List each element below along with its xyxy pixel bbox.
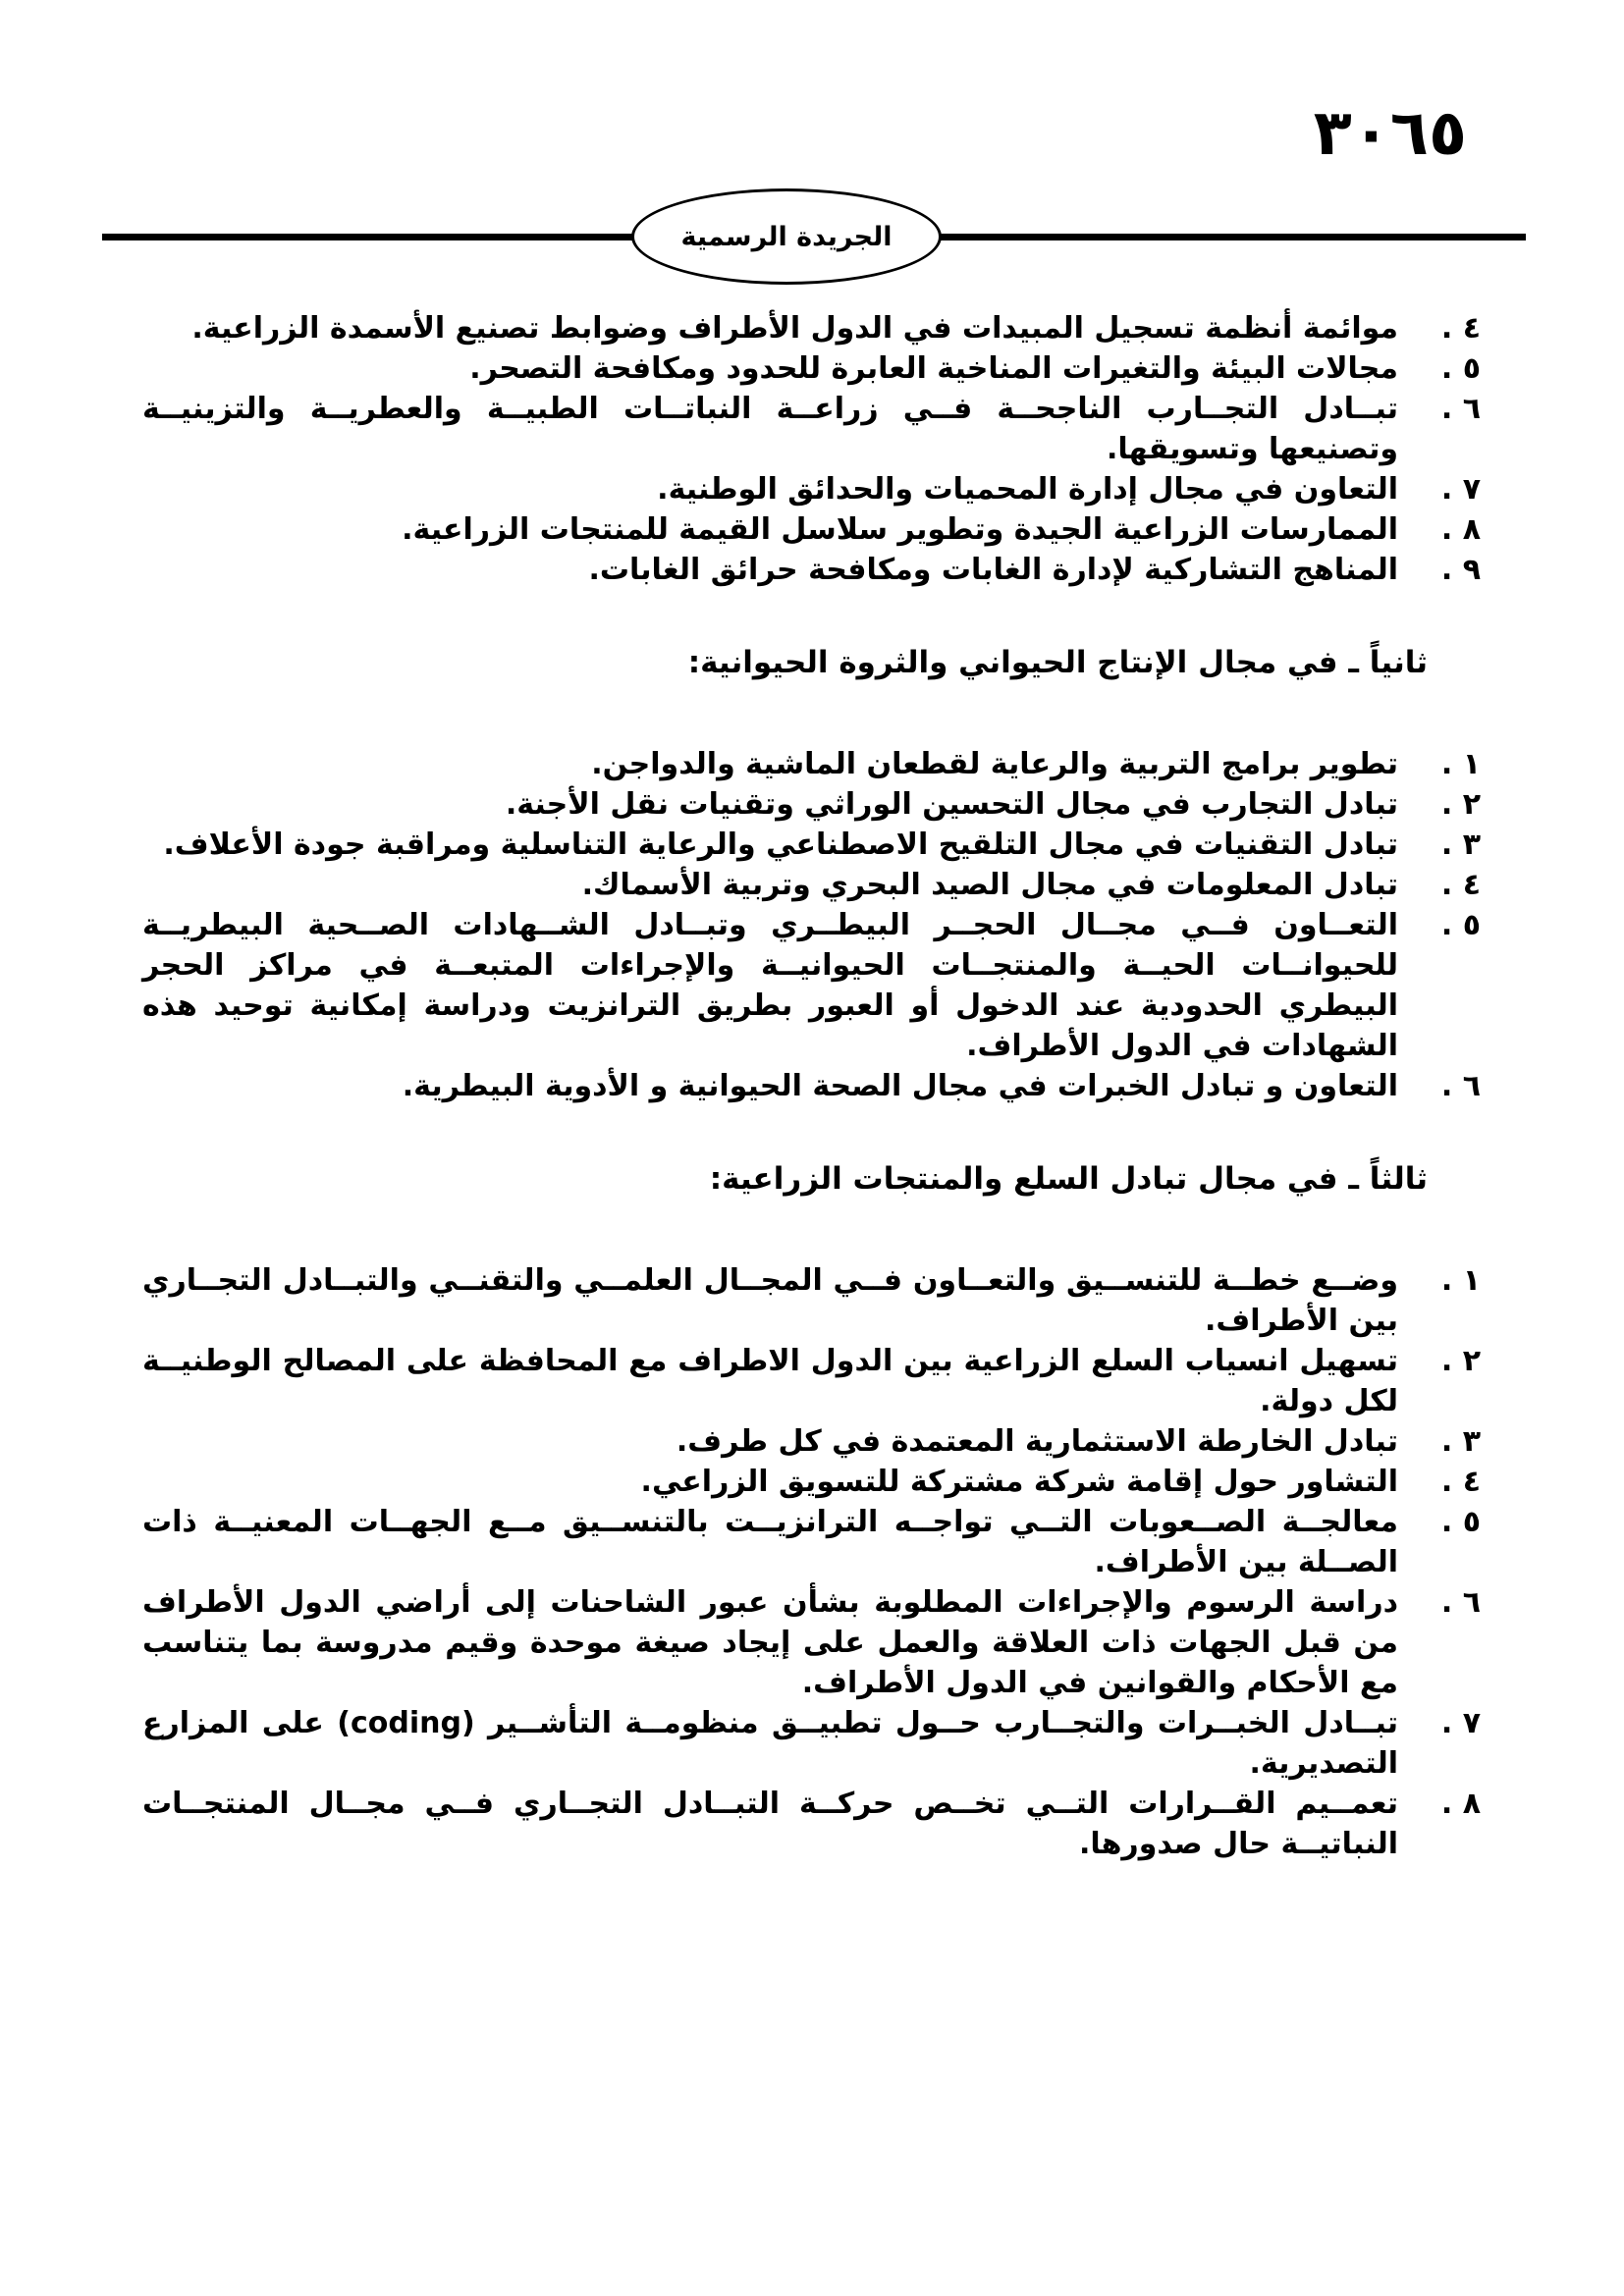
item-text: دراسة الرسوم والإجراءات المطلوبة بشأن عبور الشاحنات إلى أراضي الدول الأطراف من قبل الجهات ذات العلاقة والعمل على إيجاد صيغة موحدة وقيم مدروسة بما يتناسب مع الأحكام والقوانين في الدول الأطراف. (142, 1585, 1398, 1700)
list-item (142, 469, 1485, 509)
item-number: ٦ . (1440, 1069, 1481, 1103)
item-text: المناهج التشاركية لإدارة الغابات ومكافحة حرائق الغابات. (588, 553, 1398, 587)
item-text: تعمــيم القــرارات التــي تخــص حركــة التبــادل التجــاري فــي مجــال المنتجــات النباتيــة حال صدورها. (142, 1787, 1398, 1861)
item-number: ٤ . (1440, 868, 1481, 902)
item-text: تبادل الخارطة الاستثمارية المعتمدة في كل طرف. (676, 1424, 1398, 1459)
list-item (142, 865, 1485, 905)
item-number: ٢ . (1440, 787, 1481, 822)
document-section (142, 308, 1485, 590)
item-text: مجالات البيئة والتغيرات المناخية العابرة للحدود ومكافحة التصحر. (469, 351, 1398, 386)
section-heading: ثالثاً ـ في مجال تبادل السلع والمنتجات الزراعية: (709, 1161, 1428, 1197)
list-item (142, 744, 1485, 784)
list-item (142, 509, 1485, 550)
item-number: ١ . (1440, 1263, 1481, 1298)
document-section (142, 643, 1485, 1106)
item-number: ٥ . (1440, 1505, 1481, 1539)
item-number: ٤ . (1440, 311, 1481, 346)
item-number: ٣ . (1440, 828, 1481, 862)
item-text: وضــع خطــة للتنســيق والتعــاون فــي المجــال العلمــي والتقنــي والتبــادل التجــاري بين الأطراف. (142, 1263, 1398, 1338)
list-item (142, 1341, 1485, 1421)
list-item (142, 1066, 1485, 1106)
item-number: ٢ . (1440, 1344, 1481, 1378)
item-text: موائمة أنظمة تسجيل المبيدات في الدول الأطراف وضوابط تصنيع الأسمدة الزراعية. (191, 311, 1398, 346)
item-number: ٣ . (1440, 1424, 1481, 1459)
list-item (142, 550, 1485, 590)
item-number: ٦ . (1440, 1585, 1481, 1620)
item-text: تبادل التجارب في مجال التحسين الوراثي وتقنيات نقل الأجنة. (505, 787, 1398, 822)
list-item (142, 784, 1485, 825)
item-text: تبــادل الخبــرات والتجــارب حــول تطبيــق منظومــة التأشــير (coding) على المزارع التصديرية. (142, 1706, 1398, 1781)
item-number: ٧ . (1440, 472, 1481, 507)
item-number: ٤ . (1440, 1465, 1481, 1499)
item-number: ٩ . (1440, 553, 1481, 587)
document-content (142, 308, 1485, 1864)
list-item (142, 1784, 1485, 1864)
item-text: التعاون و تبادل الخبرات في مجال الصحة الحيوانية و الأدوية البيطرية. (402, 1069, 1398, 1103)
item-number: ١ . (1440, 747, 1481, 781)
item-number: ٦ . (1440, 392, 1481, 426)
list-item (142, 1582, 1485, 1703)
list-item (142, 1260, 1485, 1341)
item-text: معالجــة الصــعوبات التــي تواجــه الترانزيــت بالتنســيق مــع الجهــات المعنيــة ذات الصــلة بين الأطراف. (142, 1505, 1398, 1579)
item-number: ٨ . (1440, 1787, 1481, 1821)
item-text: تبادل المعلومات في مجال الصيد البحري وتربية الأسماك. (581, 868, 1398, 902)
item-number: ٨ . (1440, 512, 1481, 547)
item-text: التعاون في مجال إدارة المحميات والحدائق الوطنية. (657, 472, 1398, 507)
gazette-banner-ellipse (631, 188, 942, 285)
item-text: الممارسات الزراعية الجيدة وتطوير سلاسل القيمة للمنتجات الزراعية. (402, 512, 1398, 547)
item-text: التشاور حول إقامة شركة مشتركة للتسويق الزراعي. (640, 1465, 1398, 1499)
item-number: ٥ . (1440, 908, 1481, 942)
page-number: ٣٠٦٥ (1313, 97, 1467, 170)
item-text: تسهيل انسياب السلع الزراعية بين الدول الاطراف مع المحافظة على المصالح الوطنيــة لكل دولة. (142, 1344, 1398, 1418)
list-item (142, 1703, 1485, 1784)
list-item (142, 308, 1485, 348)
item-number: ٧ . (1440, 1706, 1481, 1740)
item-number: ٥ . (1440, 351, 1481, 386)
list-item (142, 905, 1485, 1066)
list-item (142, 1502, 1485, 1582)
item-text: تبادل التقنيات في مجال التلقيح الاصطناعي والرعاية التناسلية ومراقبة جودة الأعلاف. (163, 828, 1398, 862)
item-text: تبــادل التجــارب الناجحــة فــي زراعــة النباتــات الطبيــة والعطريــة والتزينيــة وتصنيعها وتسويقها. (142, 392, 1398, 466)
list-item (142, 825, 1485, 865)
list-item (142, 389, 1485, 469)
list-item (142, 1462, 1485, 1502)
list-item (142, 348, 1485, 389)
section-heading: ثانياً ـ في مجال الإنتاج الحيواني والثروة الحيوانية: (687, 645, 1428, 680)
gazette-banner-label: الجريدة الرسمية (680, 221, 893, 252)
item-text: التعــاون فــي مجــال الحجــر البيطــري وتبــادل الشــهادات الصــحية البيطريــة للحيوانــات الحيــة والمنتجــات الحيوانيــة والإجراءات المتبعــة في مراكز الحجر البيطري الحدودية عند الدخول أو العبور بطريق الترانزيت ودراسة إمكانية توحيد هذه الشهادات في الدول الأطراف. (142, 908, 1398, 1063)
list-item (142, 1421, 1485, 1462)
item-text: تطوير برامج التربية والرعاية لقطعان الماشية والدواجن. (591, 747, 1398, 781)
document-section (142, 1159, 1485, 1864)
